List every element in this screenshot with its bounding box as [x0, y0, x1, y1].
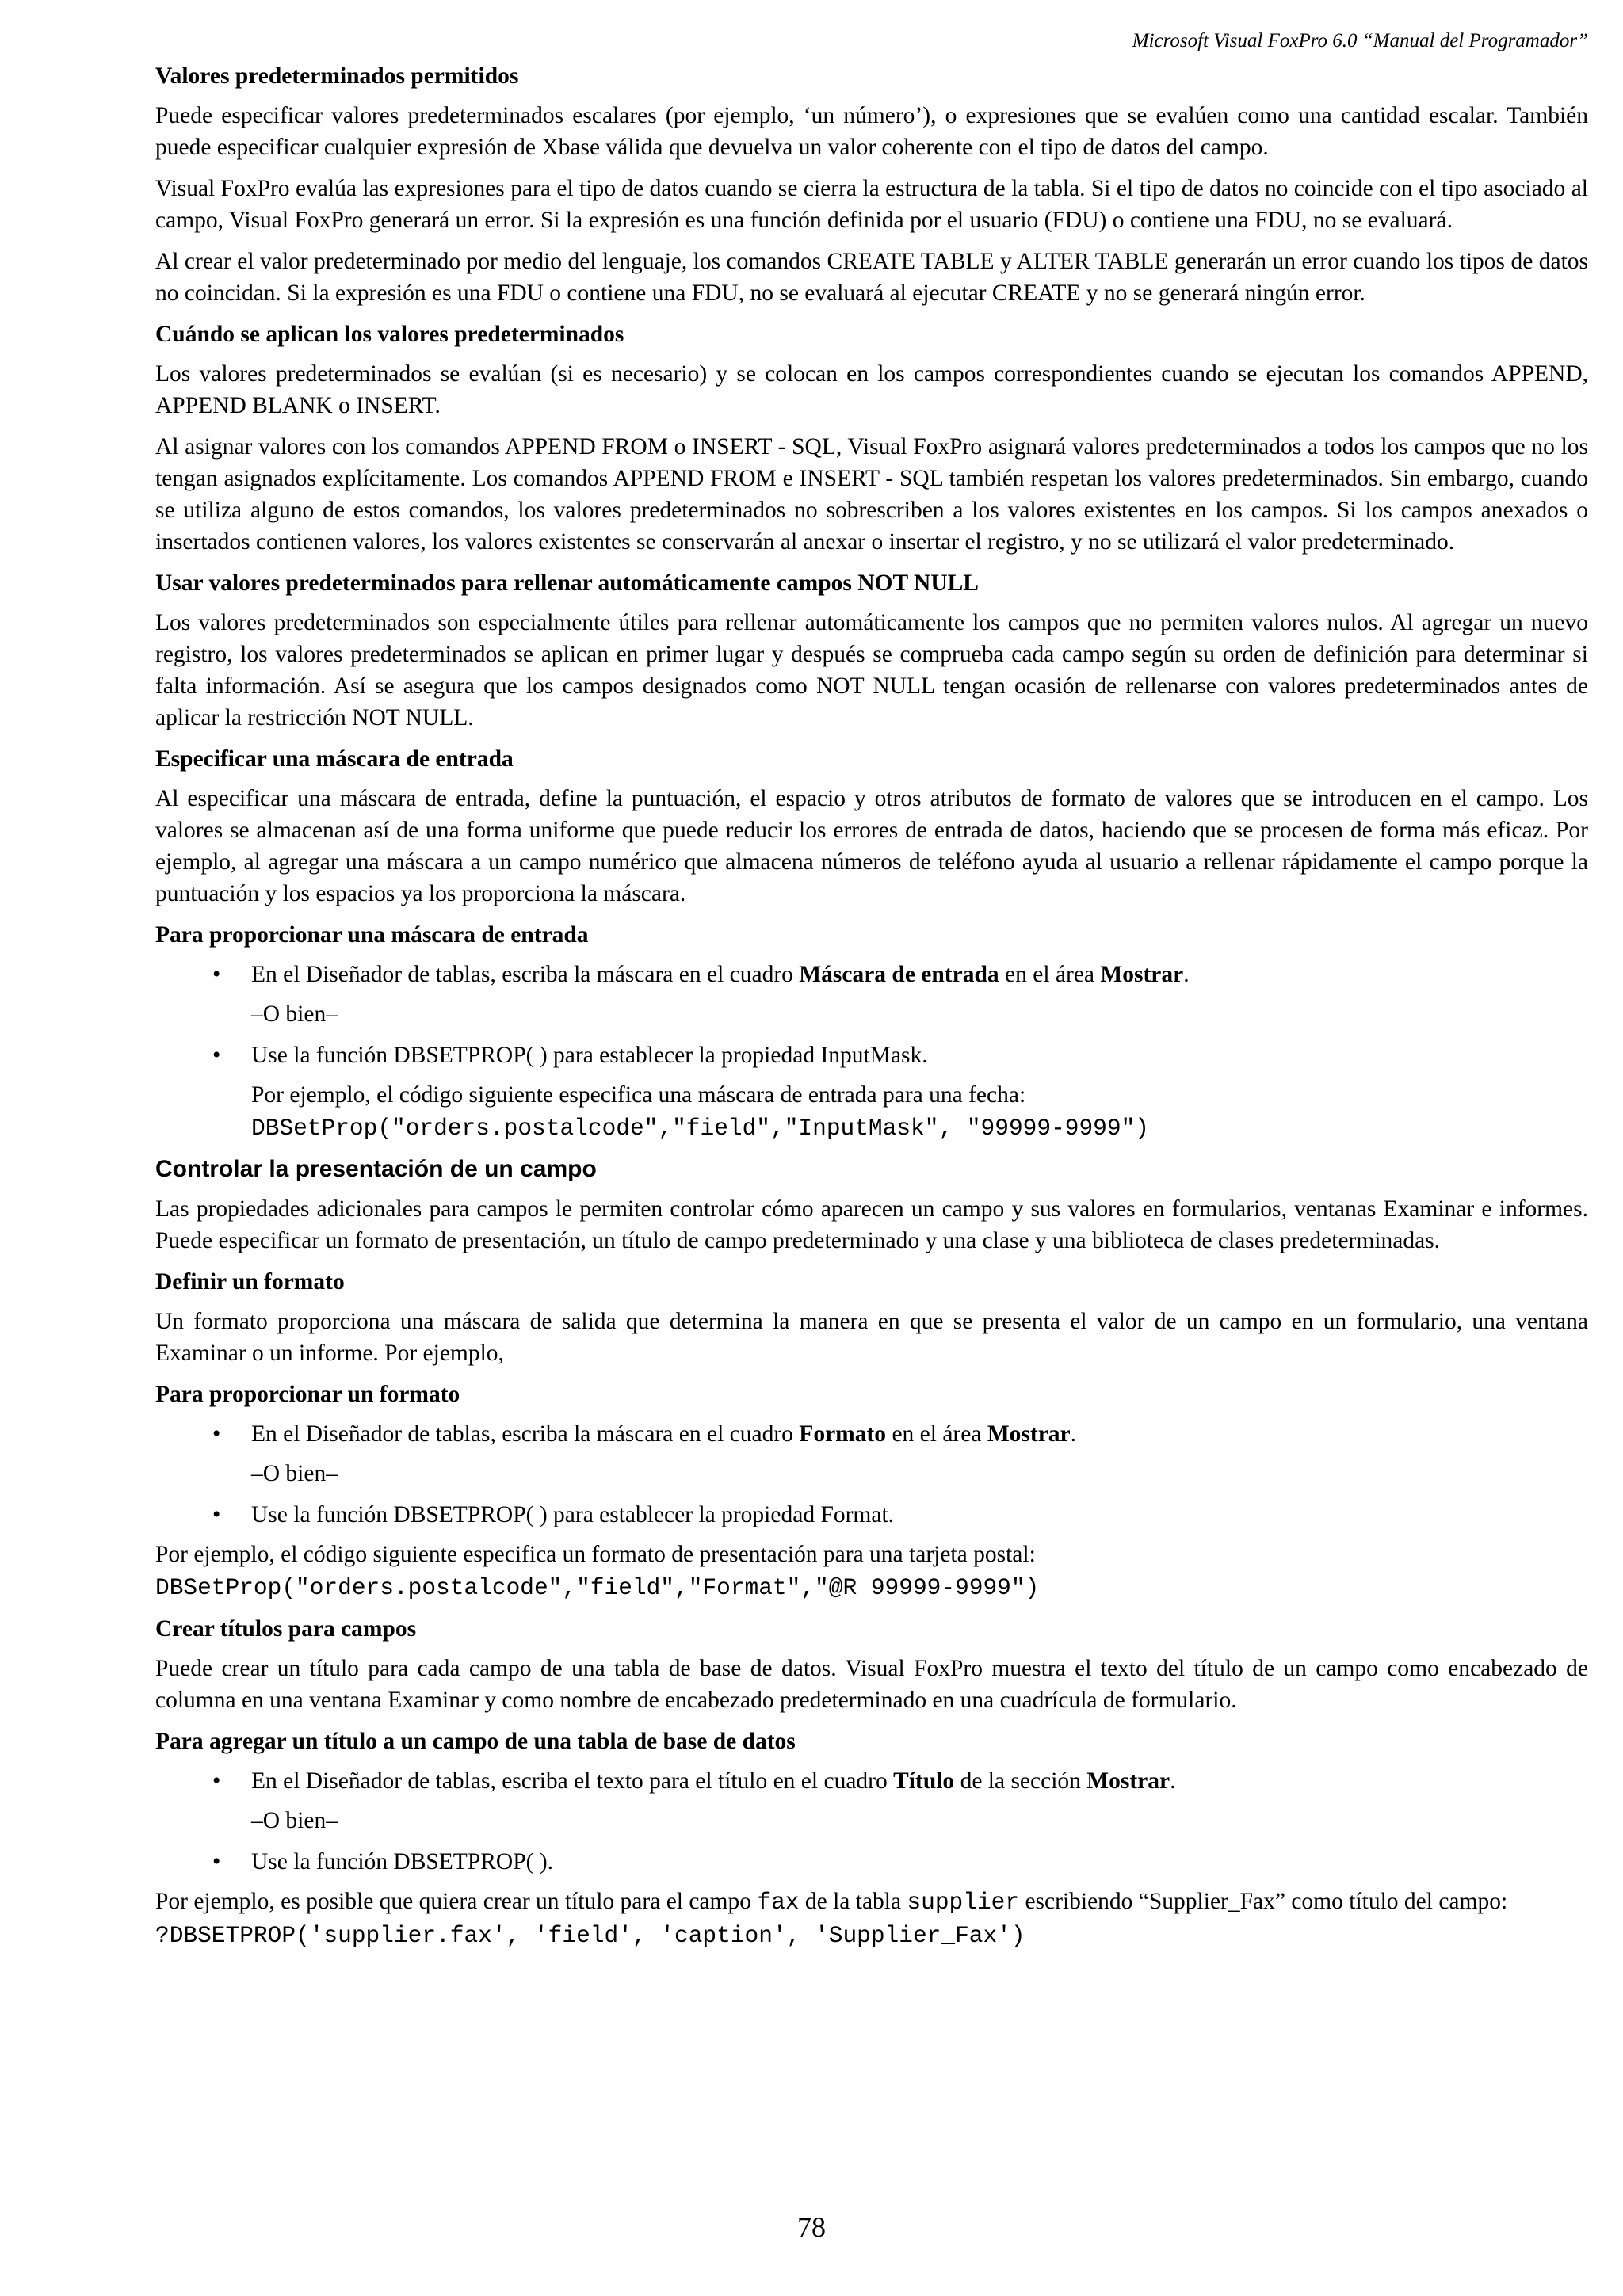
bullet-icon: • [212, 1421, 221, 1447]
bullet-list [155, 1499, 1588, 1531]
bullet-icon: • [212, 962, 221, 987]
code-block: ?DBSETPROP('supplier.fax', 'field', 'caption', 'Supplier_Fax') [155, 1922, 1025, 1949]
major-heading: Controlar la presentación de un campo [155, 1156, 597, 1182]
list-item: • En el Diseñador de tablas, escriba el texto para el título en el cuadro Título de la sección Mostrar. [155, 1765, 1588, 1797]
bullet-icon: • [212, 1768, 221, 1794]
paragraph: Al crear el valor predeterminado por medio del lenguaje, los comandos CREATE TABLE y ALTER TABLE generarán un error cuando los tipos de datos no coincidan. Si la expresión es una FDU o contiene una FDU, no se evaluará al ejecutar CREATE y no se generará ningún error. [155, 249, 1588, 306]
code-block: DBSetProp("orders.postalcode","field","InputMask", "99999-9999") [251, 1115, 1149, 1142]
paragraph: Puede especificar valores predeterminados escalares (por ejemplo, ‘un número’), o expresiones que se evalúen como una cantidad escalar. También puede especificar cualquier expresión de Xbase válida que devuelva un valor coherente con el tipo de datos del campo. [155, 103, 1588, 160]
ui-term: Mostrar [1086, 1768, 1170, 1794]
list-item: • En el Diseñador de tablas, escriba la máscara en el cuadro Formato en el área Mostrar. [155, 1418, 1588, 1450]
example-intro: Por ejemplo, el código siguiente especifica un formato de presentación para una tarjeta postal: [155, 1542, 1036, 1567]
bullet-icon: • [212, 1043, 221, 1068]
section-heading: Valores predeterminados permitidos [155, 63, 519, 89]
paragraph: Los valores predeterminados se evalúan (si es necesario) y se colocan en los campos correspondientes cuando se ejecutan los comandos APPEND, APPEND BLANK o INSERT. [155, 361, 1588, 418]
paragraph: Puede crear un título para cada campo de una tabla de base de datos. Visual FoxPro muestra el texto del título de un campo como encabezado de columna en una ventana Examinar y como nombre de encabezado predeterminado en una cuadrícula de formulario. [155, 1656, 1588, 1713]
section-heading: Definir un formato [155, 1269, 345, 1295]
ui-term: Mostrar [987, 1421, 1071, 1447]
ui-term: Mostrar [1100, 962, 1184, 987]
example-intro: Por ejemplo, el código siguiente especifica una máscara de entrada para una fecha: [251, 1082, 1026, 1108]
ui-term: Título [893, 1768, 955, 1794]
or-separator: –O bien– [251, 1808, 338, 1833]
section-heading: Crear títulos para campos [155, 1616, 417, 1642]
code-block: DBSetProp("orders.postalcode","field","Format","@R 99999-9999") [155, 1574, 1040, 1601]
list-item: • Use la función DBSETPROP( ). [155, 1846, 1588, 1878]
or-separator: –O bien– [251, 1461, 338, 1486]
bullet-list [155, 1039, 1588, 1071]
or-separator: –O bien– [251, 1001, 338, 1027]
procedure-heading: Para proporcionar un formato [155, 1382, 460, 1407]
inline-code: fax [757, 1889, 800, 1916]
paragraph: Visual FoxPro evalúa las expresiones para el tipo de datos cuando se cierra la estructura de la tabla. Si el tipo de datos no coincide con el tipo asociado al campo, Visual FoxPro generará un error. Si la expresión es una función definida por el usuario (FDU) o contiene una FDU, no se evaluará. [155, 176, 1588, 233]
inline-code: supplier [907, 1889, 1020, 1916]
list-item: • En el Diseñador de tablas, escriba la máscara en el cuadro Máscara de entrada en el área Mostrar. [155, 959, 1588, 990]
paragraph: Los valores predeterminados son especialmente útiles para rellenar automáticamente los campos que no permiten valores nulos. Al agregar un nuevo registro, los valores predeterminados se aplican en primer lugar y después se comprueba cada campo según su orden de definición para determinar si falta información. Así se asegura que los campos designados como NOT NULL tengan ocasión de rellenarse con valores predeterminados antes de aplicar la restricción NOT NULL. [155, 610, 1588, 730]
paragraph: Al especificar una máscara de entrada, define la puntuación, el espacio y otros atributos de formato de valores que se introducen en el campo. Los valores se almacenan así de una forma uniforme que puede reducir los errores de entrada de datos, haciendo que se procesen de forma más eficaz. Por ejemplo, al agregar una máscara a un campo numérico que almacena números de teléfono ayuda al usuario a rellenar rápidamente el campo porque la puntuación y los espacios ya los proporciona la máscara. [155, 786, 1588, 906]
list-item: • Use la función DBSETPROP( ) para establecer la propiedad InputMask. [155, 1039, 1588, 1071]
paragraph: Las propiedades adicionales para campos le permiten controlar cómo aparecen un campo y sus valores en formularios, ventanas Examinar e informes. Puede especificar un formato de presentación, un título de campo predeterminado y una clase y una biblioteca de clases predeterminadas. [155, 1196, 1588, 1253]
bullet-list [155, 1765, 1588, 1797]
running-header: Microsoft Visual FoxPro 6.0 “Manual del Programador” [1132, 30, 1588, 51]
paragraph: Un formato proporciona una máscara de salida que determina la manera en que se presenta el valor de un campo en un formulario, una ventana Examinar o un informe. Por ejemplo, [155, 1309, 1588, 1366]
list-item: • Use la función DBSETPROP( ) para establecer la propiedad Format. [155, 1499, 1588, 1531]
procedure-heading: Para proporcionar una máscara de entrada [155, 922, 589, 948]
ui-term: Formato [799, 1421, 887, 1447]
page-number: 78 [797, 2211, 826, 2243]
bullet-icon: • [212, 1502, 221, 1527]
section-heading: Especificar una máscara de entrada [155, 746, 514, 772]
section-heading: Cuándo se aplican los valores predeterminados [155, 322, 624, 347]
procedure-heading: Para agregar un título a un campo de una tabla de base de datos [155, 1729, 796, 1754]
document-page [155, 29, 1588, 1961]
example-intro: Por ejemplo, es posible que quiera crear un título para el campo fax de la tabla supplier escribiendo “Supplier_Fax” como título del campo: [155, 1889, 1508, 1916]
bullet-list [155, 1846, 1588, 1878]
bullet-icon: • [212, 1849, 221, 1875]
bullet-list [155, 1418, 1588, 1450]
ui-term: Máscara de entrada [799, 962, 999, 987]
paragraph: Al asignar valores con los comandos APPEND FROM o INSERT - SQL, Visual FoxPro asignará valores predeterminados a todos los campos que no los tengan asignados explícitamente. Los comandos APPEND FROM e INSERT - SQL también respetan los valores predeterminados. Sin embargo, cuando se utiliza alguno de estos comandos, los valores predeterminados no sobrescriben a los valores existentes en los campos. Si los campos anexados o insertados contienen valores, los valores existentes se conservarán al anexar o insertar el registro, y no se utilizará el valor predeterminado. [155, 434, 1588, 555]
section-heading: Usar valores predeterminados para rellenar automáticamente campos NOT NULL [155, 570, 979, 596]
bullet-list [155, 959, 1588, 990]
